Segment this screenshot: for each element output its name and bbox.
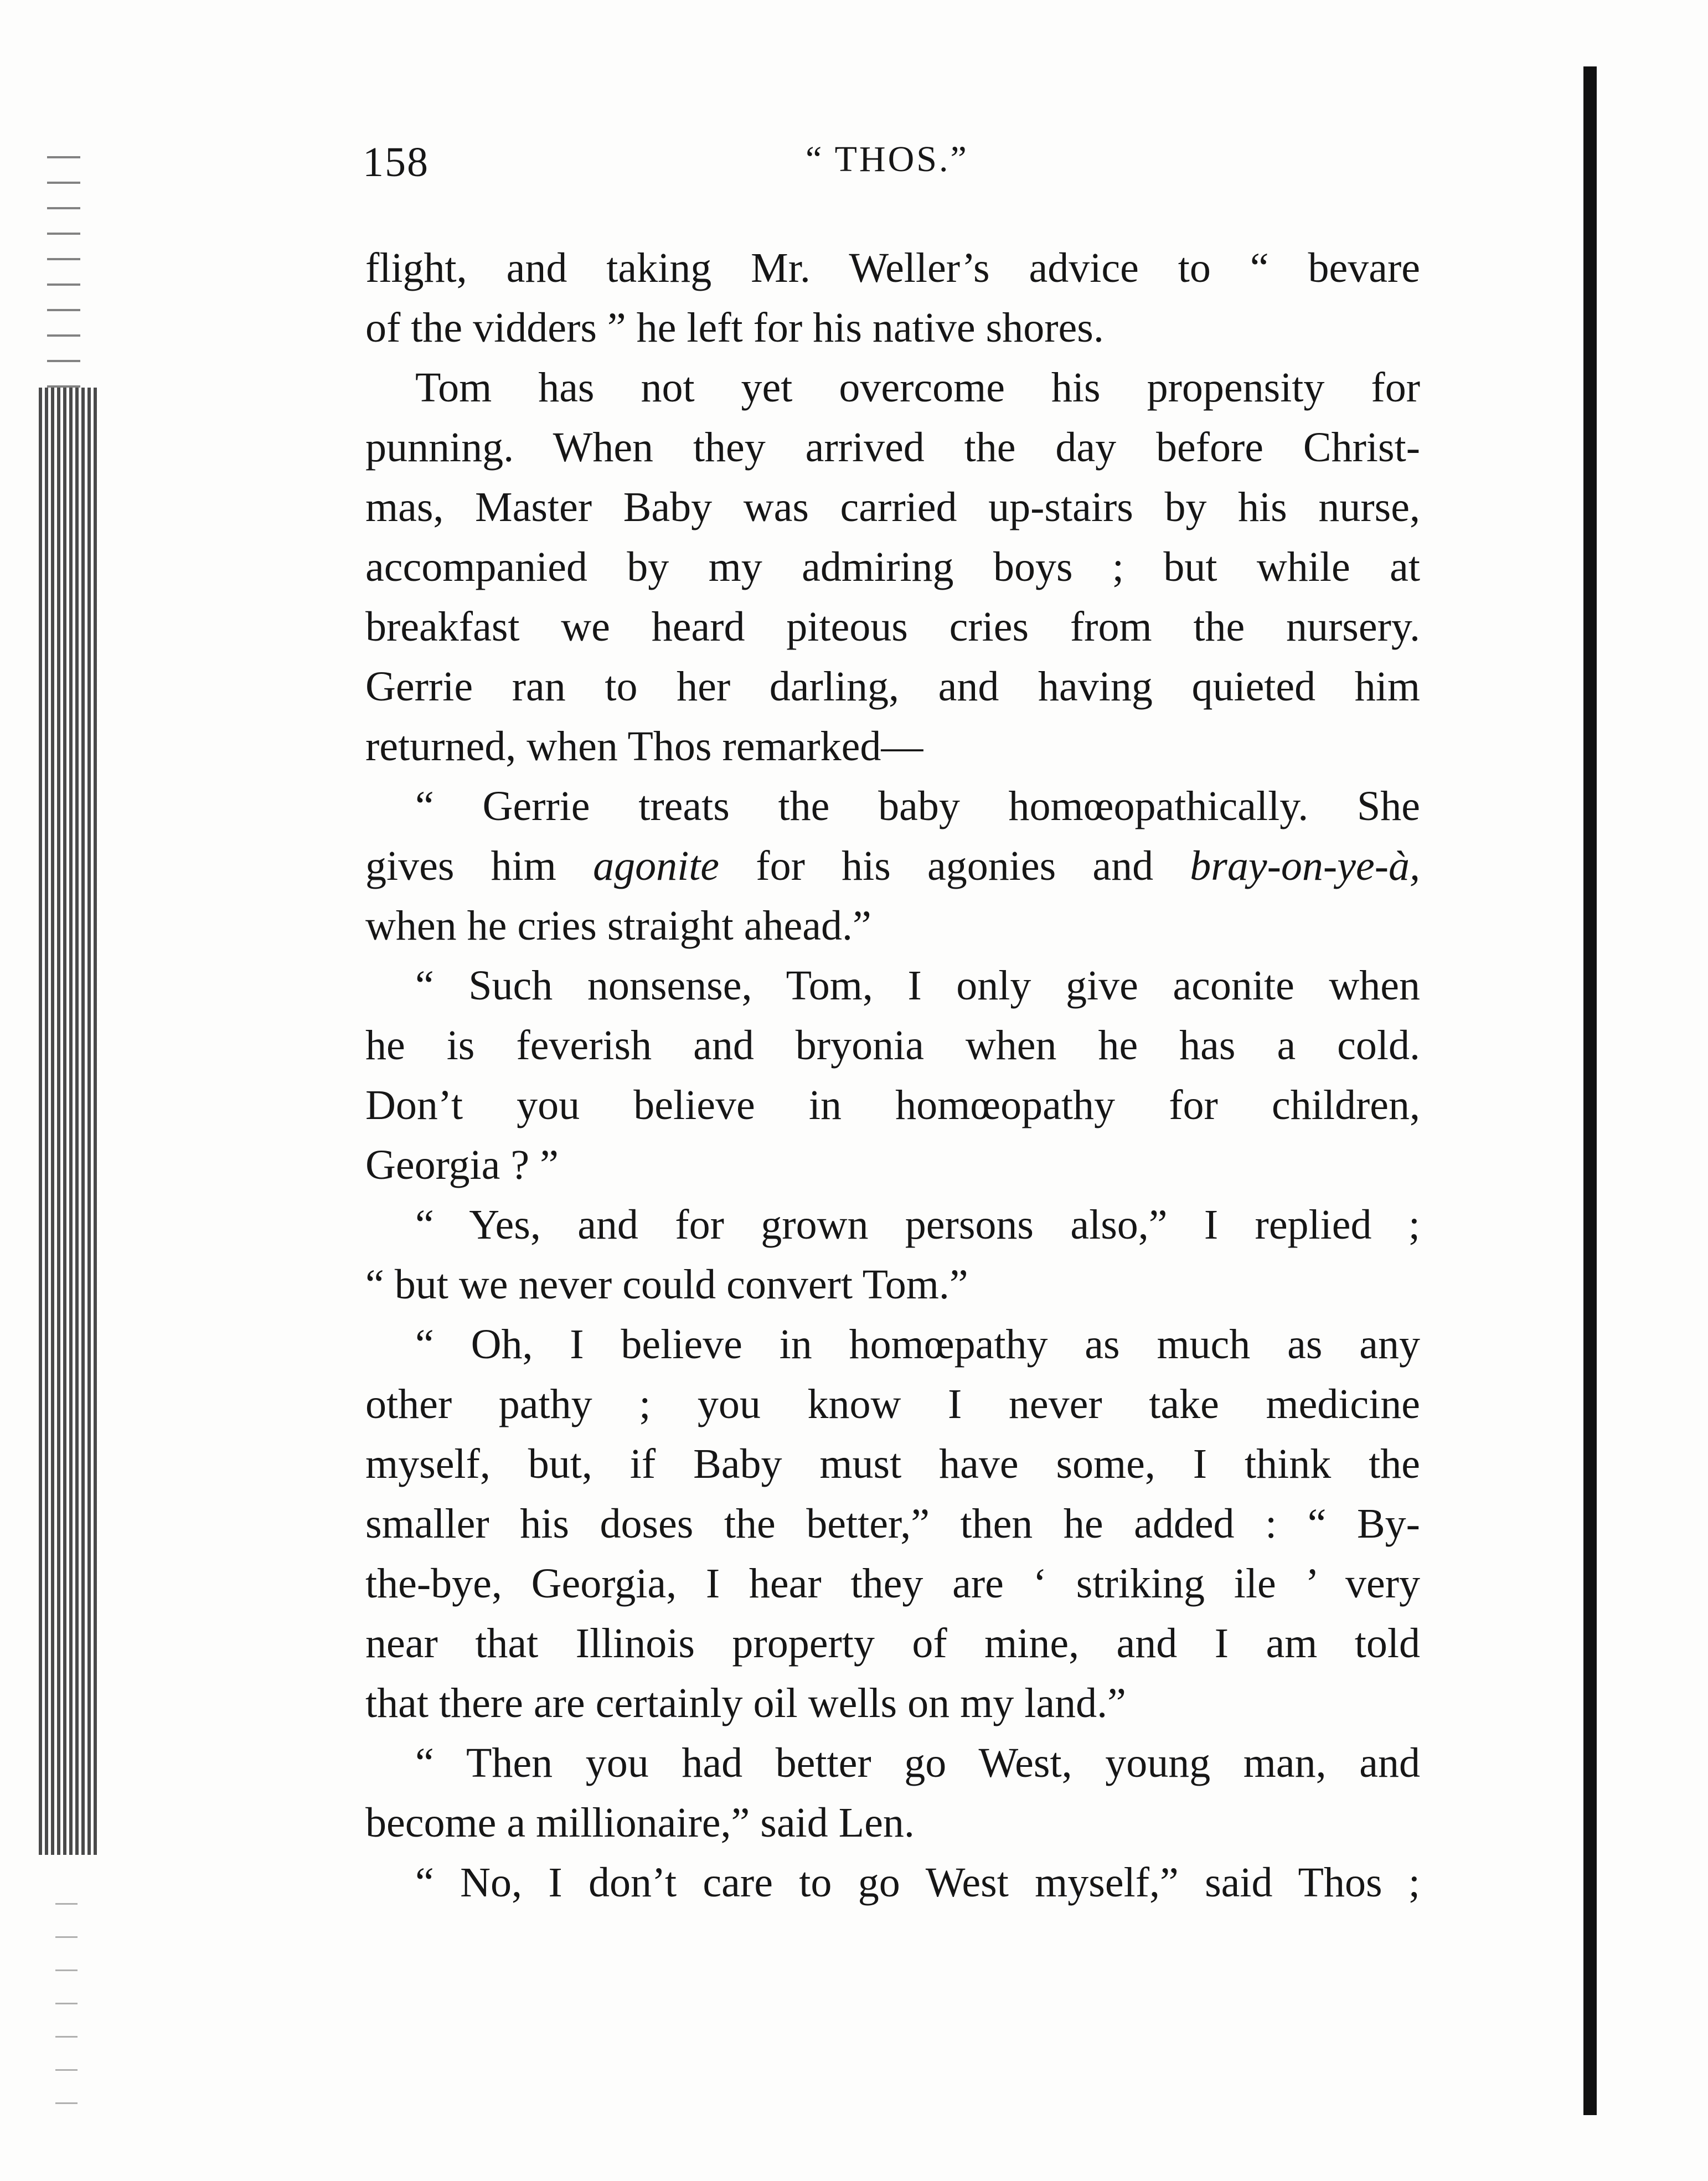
text-line: flight, and taking Mr. Weller’s advice to “ bevare [365,245,1420,291]
text-line: Georgia ? ” [365,1142,559,1188]
page-header [363,138,1426,199]
text-line: near that Illinois property of mine, and I am told [365,1620,1420,1667]
text-line: breakfast we heard piteous cries from the nursery. [365,604,1420,650]
text-line: returned, when Thos remarked— [365,723,923,770]
text-line: “ Such nonsense, Tom, I only give aconite when [415,962,1420,1009]
running-head: “ THOS.” [806,139,969,179]
text-line: Tom has not yet overcome his propensity for [415,364,1420,411]
text-line: of the vidders ” he left for his native shores. [365,305,1104,351]
text-line: Gerrie ran to her darling, and having quieted him [365,663,1420,710]
page-border-rule [1583,66,1597,2115]
text-line: he is feverish and bryonia when he has a cold. [365,1022,1420,1069]
scan-binding-edge [39,388,100,1855]
text-line: “ but we never could convert Tom.” [365,1261,968,1308]
text-line: Don’t you believe in homœopathy for children, [365,1082,1420,1128]
text-line: “ No, I don’t care to go West myself,” said Thos ; [415,1859,1420,1906]
text-line: “ Yes, and for grown persons also,” I replied ; [415,1202,1420,1248]
scan-binding-edge-top [47,138,80,388]
text-line: other pathy ; you know I never take medicine [365,1381,1420,1427]
text-line: when he cries straight ahead.” [365,903,871,949]
text-line: myself, but, if Baby must have some, I think the [365,1441,1420,1487]
page-number: 158 [363,139,429,185]
italic-word: agonite [593,843,720,889]
text-line: “ Oh, I believe in homœpathy as much as any [415,1321,1420,1368]
scan-binding-edge-bottom [55,1871,78,2104]
text-line: “ Then you had better go West, young man, and [415,1740,1420,1786]
text-line: that there are certainly oil wells on my land.” [365,1680,1126,1726]
body-text [365,238,1420,1912]
text-line: become a millionaire,” said Len. [365,1800,915,1846]
text-run: for his agonies and [719,843,1190,889]
text-run: gives him [365,843,594,889]
italic-word: bray-on-ye-à, [1190,843,1420,889]
text-line [365,836,1420,896]
text-line: accompanied by my admiring boys ; but while at [365,544,1420,590]
text-line: smaller his doses the better,” then he added : “ By- [365,1501,1420,1547]
text-line: mas, Master Baby was carried up-stairs by his nurse, [365,484,1420,530]
text-line: punning. When they arrived the day before Christ- [365,424,1420,471]
text-line: “ Gerrie treats the baby homœopathically. She [415,783,1420,829]
text-line: the-bye, Georgia, I hear they are ‘ striking ile ’ very [365,1560,1420,1607]
